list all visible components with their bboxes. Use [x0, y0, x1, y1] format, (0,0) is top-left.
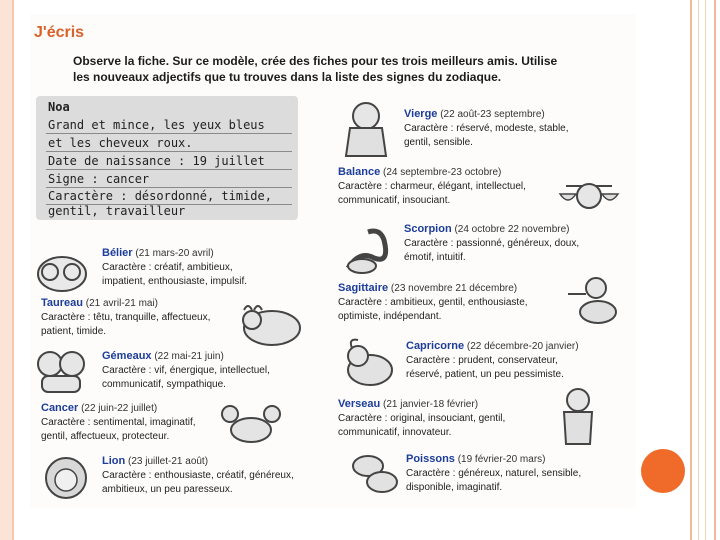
- sign-libra-name: Balance: [338, 166, 381, 178]
- libra-scales-icon: [558, 166, 620, 220]
- sign-cancer-line2: gentil, affectueux, protecteur.: [41, 431, 170, 442]
- sign-leo: [102, 454, 294, 497]
- scorpio-scorpion-icon: [340, 220, 400, 276]
- sign-taurus-dates: (21 avril-21 mai): [85, 298, 159, 309]
- sign-aries-line1: Caractère : créatif, ambitieux,: [102, 262, 233, 273]
- sign-sagittarius-line1: Caractère : ambitieux, gentil, enthousiaste,: [338, 297, 528, 308]
- slide-right-border: [690, 0, 716, 540]
- aquarius-water-bearer-icon: [556, 386, 600, 448]
- sign-libra-dates: (24 septembre-23 octobre): [382, 167, 502, 178]
- sign-scorpio-line2: émotif, intuitif.: [404, 252, 466, 263]
- sign-leo-line1: Caractère : enthousiaste, créatif, généreux,: [102, 470, 294, 481]
- card-line-character-cont: gentil, travailleur: [48, 204, 186, 218]
- sign-capricorn-name: Capricorne: [406, 340, 465, 352]
- sign-gemini-line1: Caractère : vif, énergique, intellectuel,: [102, 365, 270, 376]
- card-rule: [46, 169, 292, 170]
- example-card: [36, 96, 298, 220]
- sign-aries: [102, 246, 247, 289]
- sign-sagittarius-dates: (23 novembre 21 décembre): [390, 283, 518, 294]
- slide-right-border-inner: [698, 0, 706, 540]
- sign-scorpio-dates: (24 octobre 22 novembre): [454, 224, 570, 235]
- sign-taurus-line2: patient, timide.: [41, 326, 107, 337]
- sign-libra: [338, 165, 526, 208]
- sign-cancer-dates: (22 juin-22 juillet): [81, 403, 158, 414]
- sign-pisces-line1: Caractère : généreux, naturel, sensible,: [406, 468, 582, 479]
- sign-virgo-line1: Caractère : réservé, modeste, stable,: [404, 123, 569, 134]
- sign-virgo-name: Vierge: [404, 108, 438, 120]
- sign-capricorn-line2: réservé, patient, un peu pessimiste.: [406, 369, 564, 380]
- sign-cancer-name: Cancer: [41, 402, 79, 414]
- virgo-maiden-icon: [336, 98, 398, 160]
- sign-scorpio-line1: Caractère : passionné, généreux, doux,: [404, 238, 580, 249]
- card-rule: [46, 151, 292, 152]
- sign-aquarius-line1: Caractère : original, insouciant, gentil,: [338, 413, 506, 424]
- sign-gemini-dates: (22 mai-21 juin): [154, 351, 224, 362]
- sign-capricorn: [406, 339, 579, 382]
- section-title: J'écris: [34, 24, 85, 41]
- sign-aquarius-dates: (21 janvier-18 février): [382, 399, 479, 410]
- textbook-page: [30, 14, 636, 508]
- card-line-name: Noa: [48, 100, 70, 114]
- gemini-twins-icon: [32, 346, 90, 396]
- aries-ram-icon: [32, 250, 90, 296]
- card-rule: [46, 133, 292, 134]
- leo-lion-icon: [38, 454, 94, 504]
- sign-taurus-line1: Caractère : têtu, tranquille, affectueux,: [41, 312, 211, 323]
- sign-pisces-line2: disponible, imaginatif.: [406, 482, 503, 493]
- sagittarius-archer-icon: [564, 272, 624, 328]
- card-line-sign: Signe : cancer: [48, 172, 150, 186]
- sign-taurus-name: Taureau: [41, 297, 83, 309]
- taurus-bull-icon: [238, 300, 304, 350]
- sign-aquarius: [338, 397, 505, 440]
- sign-gemini-line2: communicatif, sympathique.: [102, 379, 226, 390]
- sign-sagittarius-name: Sagittaire: [338, 282, 389, 294]
- capricorn-goat-icon: [340, 336, 400, 392]
- sign-aquarius-name: Verseau: [338, 398, 381, 410]
- card-line-birthdate: Date de naissance : 19 juillet: [48, 154, 265, 168]
- sign-scorpio: [404, 222, 579, 265]
- sign-gemini-name: Gémeaux: [102, 350, 152, 362]
- sign-sagittarius: [338, 281, 528, 324]
- sign-cancer: [41, 401, 196, 444]
- card-line-description-cont: et les cheveux roux.: [48, 136, 193, 150]
- sign-virgo-line2: gentil, sensible.: [404, 137, 473, 148]
- orange-circle-decoration: [641, 449, 685, 493]
- sign-taurus: [41, 296, 210, 339]
- sign-cancer-line1: Caractère : sentimental, imaginatif,: [41, 417, 196, 428]
- sign-libra-line1: Caractère : charmeur, élégant, intellectuel,: [338, 181, 526, 192]
- sign-pisces-name: Poissons: [406, 453, 455, 465]
- sign-scorpio-name: Scorpion: [404, 223, 452, 235]
- sign-leo-name: Lion: [102, 455, 126, 467]
- cancer-crab-icon: [220, 402, 282, 448]
- sign-sagittarius-line2: optimiste, indépendant.: [338, 311, 442, 322]
- sign-capricorn-line1: Caractère : prudent, conservateur,: [406, 355, 558, 366]
- sign-leo-dates: (23 juillet-21 août): [128, 456, 209, 467]
- card-line-description: Grand et mince, les yeux bleus: [48, 118, 265, 132]
- sign-libra-line2: communicatif, insouciant.: [338, 195, 451, 206]
- sign-aries-line2: impatient, enthousiaste, impulsif.: [102, 276, 248, 287]
- sign-virgo-dates: (22 août-23 septembre): [440, 109, 545, 120]
- pisces-fish-icon: [348, 448, 404, 498]
- sign-leo-line2: ambitieux, un peu paresseux.: [102, 484, 233, 495]
- sign-virgo: [404, 107, 569, 150]
- sign-gemini: [102, 349, 270, 392]
- sign-aquarius-line2: communicatif, innovateur.: [338, 427, 452, 438]
- instruction-text: Observe la fiche. Sur ce modèle, crée des fiches pour tes trois meilleurs amis. Utilise les nouveaux adjectifs que tu trouves dans la liste des signes du zodiaque.: [73, 54, 558, 84]
- sign-pisces: [406, 452, 581, 495]
- sign-pisces-dates: (19 février-20 mars): [457, 454, 546, 465]
- sign-aries-dates: (21 mars-20 avril): [135, 248, 214, 259]
- slide-left-border: [0, 0, 14, 540]
- sign-capricorn-dates: (22 décembre-20 janvier): [466, 341, 579, 352]
- card-line-character: Caractère : désordonné, timide,: [48, 189, 272, 203]
- card-rule: [46, 187, 292, 188]
- sign-aries-name: Bélier: [102, 247, 133, 259]
